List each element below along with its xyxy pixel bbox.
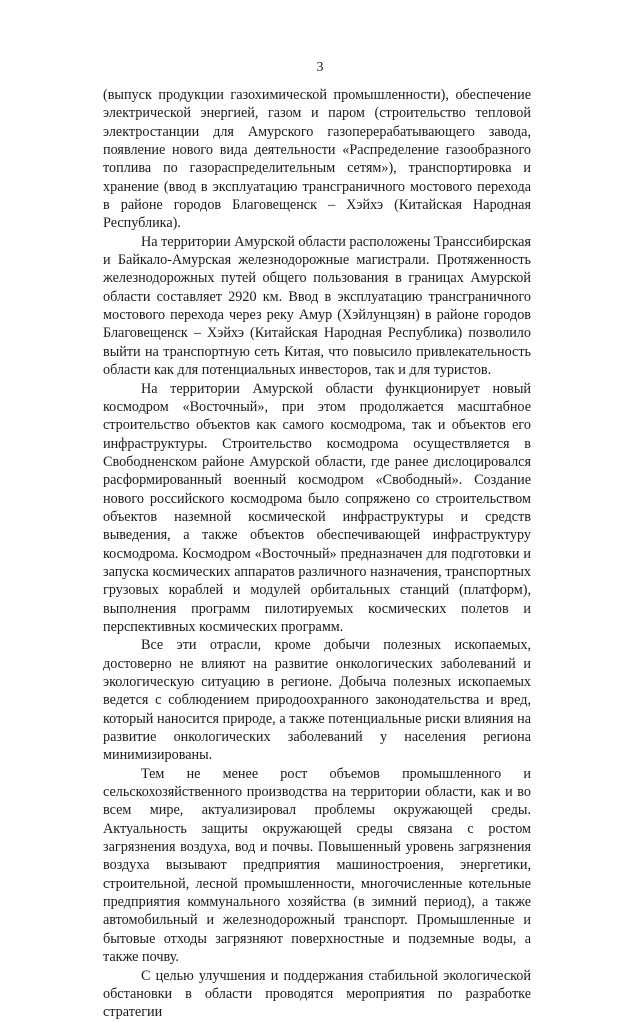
paragraph-railways: На территории Амурской области расположены Транссибирская и Байкало-Амурская железнодорожные магистрали. Протяженность железнодорожных путей общего пользования в границах Амурской области составляет 2920 км. Ввод в эксплуатацию трансграничного мостового перехода через реку Амур (Хэйлунцзян) в районе городов Благовещенск – Хэйхэ (Китайская Народная Республика) позволило выйти на транспортную сеть Китая, что повысило привлекательность области как для потенциальных инвесторов, так и для туристов. <box>103 233 531 379</box>
paragraph-industries-impact: Все эти отрасли, кроме добычи полезных ископаемых, достоверно не влияют на развитие онкологических заболеваний и экологическую ситуацию в регионе. Добыча полезных ископаемых ведется с соблюдением природоохранного законодательства и вред, который наносится природе, а также потенциальные риски влияния на развитие онкологических заболеваний у населения региона минимизированы. <box>103 637 531 764</box>
paragraph-ecology-measures: С целью улучшения и поддержания стабильной экологической обстановки в области проводятся мероприятия по разработке стратегии <box>103 967 531 1021</box>
paragraph-cosmodrome: На территории Амурской области функционирует новый космодром «Восточный», при этом продолжается масштабное строительство объектов как самого космодрома, так и объектов его инфраструктуры. Строительство космодрома осуществляется в Свободненском районе Амурской области, где ранее дислоцировался расформированный военный космодром «Свободный». Создание нового российского космодрома было сопряжено со строительством объектов наземной космической инфраструктуры и средств выведения, а также объектов обеспечивающей инфраструктуру космодрома. Космодром «Восточный» предназначен для подготовки и запуска космических аппаратов различного назначения, транспортных грузовых кораблей и модулей орбитальных станций (платформ), выполнения программ пилотируемых космических полетов и перспективных космических программ. <box>103 380 531 635</box>
document-body <box>103 86 531 1022</box>
paragraph-continuation: (выпуск продукции газохимической промышленности), обеспечение электрической энергией, газом и паром (строительство тепловой электростанции для Амурского газоперерабатывающего завода, появление нового вида деятельности «Распределение газообразного топлива по газораспределительным сетям»), транспортировка и хранение (ввод в эксплуатацию трансграничного мостового перехода в районе городов Благовещенск – Хэйхэ (Китайская Народная Республика). <box>103 87 531 232</box>
page-number: 3 <box>316 60 324 75</box>
paragraph-environment-problems: Тем не менее рост объемов промышленного и сельскохозяйственного производства на территории области, как и во всем мире, актуализировал проблемы окружающей среды. Актуальность защиты окружающей среды связана с ростом загрязнения воздуха, вод и почвы. Повышенный уровень загрязнения воздуха вызывают предприятия машиностроения, энергетики, строительной, лесной промышленности, многочисленные котельные предприятия коммунального хозяйства (в зимний период), а также автомобильный и железнодорожный транспорт. Промышленные и бытовые отходы загрязняют поверхностные и подземные воды, а также почву. <box>103 765 531 966</box>
